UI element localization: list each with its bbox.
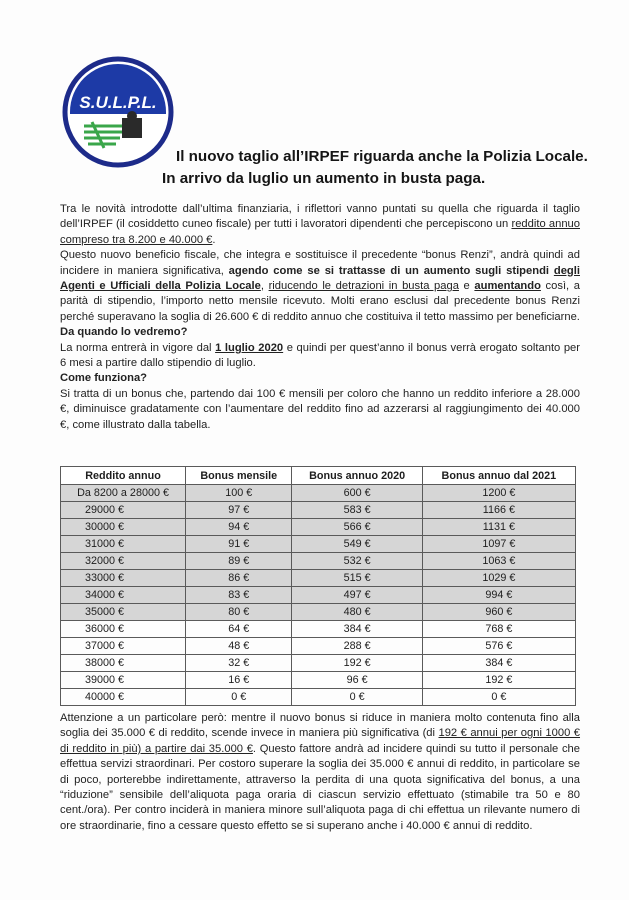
intro-paragraph-2 xyxy=(60,248,580,325)
logo-text: S.U.L.P.L. xyxy=(79,93,157,112)
when-date: 1 luglio 2020 xyxy=(215,341,284,354)
header-bonus-2020: Bonus annuo 2020 xyxy=(292,467,422,485)
table-cell: 583 € xyxy=(292,502,422,519)
table-cell: 384 € xyxy=(422,655,575,672)
closing-text-a: Attenzione a un particolare però: mentre il nuovo bonus si riduce in maniera molto contenuta fino alla soglia dei 35.000 € di reddito, scende invece in maniera più significativa (di xyxy=(60,712,580,740)
table-cell: 192 € xyxy=(422,672,575,689)
table-cell: 96 € xyxy=(292,672,422,689)
intro-p2-end: così, a parità di stipendio, l’importo netto mensile ricevuto. Molti erano esclusi dal precedente bonus Renzi perché superavano la soglia di 26.600 € di reddito annuo che costituiva il tetto massimo per beneficiarne. xyxy=(60,280,580,323)
table-cell: 33000 € xyxy=(61,570,186,587)
table-cell: 384 € xyxy=(292,621,422,638)
table-cell: 36000 € xyxy=(61,621,186,638)
table-row xyxy=(61,502,576,519)
table-cell: 37000 € xyxy=(61,638,186,655)
table-row xyxy=(61,604,576,621)
table-cell: 97 € xyxy=(186,502,292,519)
closing-underlined: 192 € annui per ogni 1000 € di reddito in più) a partire dai 35.000 € xyxy=(60,727,581,755)
table-cell: 576 € xyxy=(422,638,575,655)
table-cell: 40000 € xyxy=(61,689,186,706)
title-line-1: Il nuovo taglio all’IRPEF riguarda anche la Polizia Locale. xyxy=(176,148,588,165)
table-cell: Da 8200 a 28000 € xyxy=(61,485,186,502)
table-cell: 31000 € xyxy=(61,536,186,553)
intro-p2-text: Questo nuovo beneficio fiscale, che integra e sostituisce il precedente “bonus Renzi”, andrà quindi ad incidere in maniera significativa, xyxy=(60,249,580,277)
table-row xyxy=(61,536,576,553)
header-bonus-mensile: Bonus mensile xyxy=(186,467,292,485)
table-cell: 192 € xyxy=(292,655,422,672)
table-row xyxy=(61,553,576,570)
table-cell: 94 € xyxy=(186,519,292,536)
when-heading: Da quando lo vedremo? xyxy=(60,326,188,339)
table-cell: 515 € xyxy=(292,570,422,587)
table-row xyxy=(61,485,576,502)
how-paragraph: Si tratta di un bonus che, partendo dai 100 € mensili per coloro che hanno un reddito inferiore a 28.000 €, diminuisce gradatamente con l’aumentare del reddito fino ad azzerarsi al raggiungimento dei 40.000 €, come illustrato dalla tabella. xyxy=(60,387,580,431)
table-cell: 768 € xyxy=(422,621,575,638)
table-row xyxy=(61,570,576,587)
intro-p1-text: Tra le novità introdotte dall’ultima finanziaria, i riflettori vanno puntati su quella che riguarda il taglio dell’IRPEF (il cosiddetto cuneo fiscale) per tutti i lavoratori dipendenti che percepiscono un xyxy=(60,203,580,231)
table-cell: 1131 € xyxy=(422,519,575,536)
intro-p2-bold-underlined: degli Agenti e Ufficiali della Polizia Locale xyxy=(60,264,580,293)
table-cell: 0 € xyxy=(186,689,292,706)
table-cell: 35000 € xyxy=(61,604,186,621)
intro-p2-comma: , xyxy=(260,280,269,293)
table-cell: 532 € xyxy=(292,553,422,570)
table-cell: 29000 € xyxy=(61,502,186,519)
when-text-c: e quindi per quest’anno il bonus verrà erogato soltanto per 6 mesi a partire dallo stipendio di luglio. xyxy=(60,341,581,370)
intro-p2-underlined: riducendo le detrazioni in busta paga xyxy=(268,280,459,293)
table-cell: 34000 € xyxy=(61,587,186,604)
table-cell: 549 € xyxy=(292,536,422,553)
table-cell: 80 € xyxy=(186,604,292,621)
intro-p1-underlined: reddito annuo compreso tra 8.200 e 40.000 € xyxy=(60,218,580,246)
intro-p2-bold-underlined-2: aumentando xyxy=(474,280,541,293)
closing-text-b: . Questo fattore andrà ad incidere quindi su tutto il personale che effettua servizi straordinari. Per costoro superare la soglia dei 35.000 € annui di reddito, in particolare se di poco, porterebbe indirettamente, attraverso la perdita di una quota significativa del bonus, a una “riduzione” sensibile dell’aliquota paga oraria di ciascun servizio effettuato (stimabile tra 50 e 80 cent./ora). Per contro inciderà in maniera minore sull’aliquota paga di chi effettua un rilevante numero di ore straordinarie, fino a cessare questo effetto se si superano anche i 40.000 € annui di reddito. xyxy=(60,742,580,832)
table-header-row xyxy=(61,467,576,485)
table-row xyxy=(61,672,576,689)
header-bonus-2021: Bonus annuo dal 2021 xyxy=(422,467,575,485)
when-paragraph xyxy=(60,341,580,372)
table-row xyxy=(61,638,576,655)
table-cell: 994 € xyxy=(422,587,575,604)
table-cell: 1063 € xyxy=(422,553,575,570)
intro-p2-and: e xyxy=(458,280,475,293)
table-cell: 1200 € xyxy=(422,485,575,502)
how-heading: Come funziona? xyxy=(60,372,148,385)
table-cell: 48 € xyxy=(186,638,292,655)
table-cell: 1166 € xyxy=(422,502,575,519)
intro-p2-bold: agendo come se si trattasse di un aumento sugli stipendi xyxy=(228,264,554,277)
when-text-a: La norma entrerà in vigore dal xyxy=(60,341,216,354)
table-row xyxy=(61,587,576,604)
table-row xyxy=(61,621,576,638)
table-row xyxy=(61,655,576,672)
table-cell: 89 € xyxy=(186,553,292,570)
table-cell: 83 € xyxy=(186,587,292,604)
table-cell: 32 € xyxy=(186,655,292,672)
table-cell: 32000 € xyxy=(61,553,186,570)
table-cell: 600 € xyxy=(292,485,422,502)
document-title xyxy=(150,146,620,190)
closing-paragraph xyxy=(60,711,580,834)
table-cell: 1097 € xyxy=(422,536,575,553)
table-cell: 288 € xyxy=(292,638,422,655)
table-cell: 0 € xyxy=(422,689,575,706)
table-row xyxy=(61,689,576,706)
bonus-table xyxy=(60,466,576,706)
table-row xyxy=(61,519,576,536)
table-cell: 566 € xyxy=(292,519,422,536)
table-cell: 100 € xyxy=(186,485,292,502)
header-reddito: Reddito annuo xyxy=(61,467,186,485)
intro-section xyxy=(60,202,580,433)
table-cell: 64 € xyxy=(186,621,292,638)
table-cell: 38000 € xyxy=(61,655,186,672)
table-cell: 30000 € xyxy=(61,519,186,536)
table-cell: 39000 € xyxy=(61,672,186,689)
table-cell: 86 € xyxy=(186,570,292,587)
closing-section xyxy=(60,711,580,834)
table-cell: 960 € xyxy=(422,604,575,621)
table-cell: 497 € xyxy=(292,587,422,604)
title-line-2: In arrivo da luglio un aumento in busta paga. xyxy=(162,170,486,187)
intro-paragraph-1 xyxy=(60,202,580,248)
table-cell: 480 € xyxy=(292,604,422,621)
table-cell: 16 € xyxy=(186,672,292,689)
table-cell: 0 € xyxy=(292,689,422,706)
table-cell: 91 € xyxy=(186,536,292,553)
table-cell: 1029 € xyxy=(422,570,575,587)
intro-p1-end: . xyxy=(212,233,216,246)
